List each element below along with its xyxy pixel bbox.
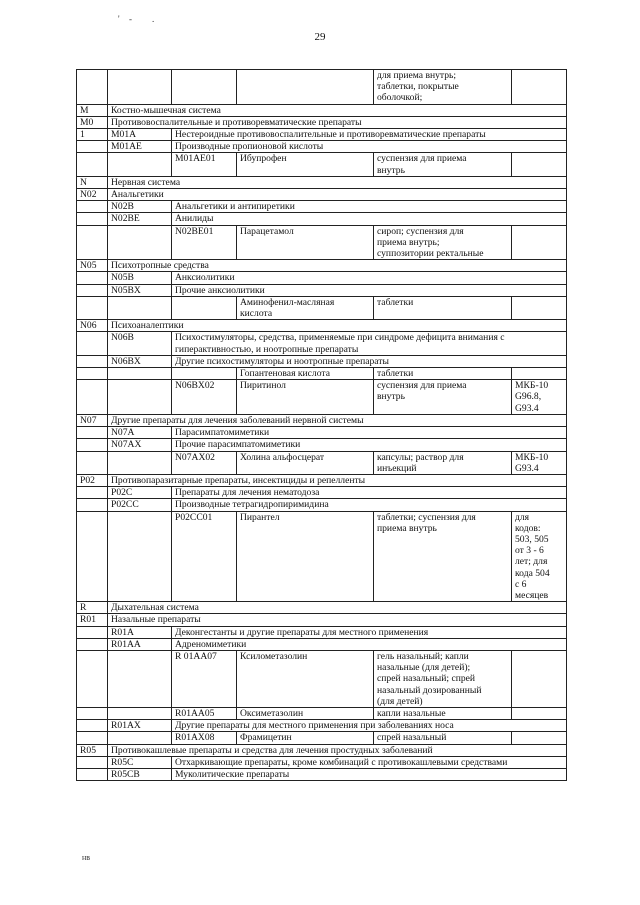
table-cell: МКБ-10 G96.8, G93.4 <box>512 380 567 415</box>
table-row <box>77 626 567 638</box>
table-cell <box>108 296 172 319</box>
table-row <box>77 756 567 768</box>
table-cell <box>108 511 172 602</box>
table-cell: P02 <box>77 474 108 486</box>
table-cell <box>77 707 108 719</box>
table-cell: N06BX02 <box>172 380 237 415</box>
table-cell: Противокашлевые препараты и средства для лечения простудных заболеваний <box>108 744 567 756</box>
table-cell <box>172 70 237 105</box>
table-cell <box>108 153 172 176</box>
table-row <box>77 284 567 296</box>
table-cell <box>77 439 108 451</box>
table-row <box>77 720 567 732</box>
table-cell <box>108 368 172 380</box>
table-cell <box>108 225 172 260</box>
table-cell: МКБ-10 G93.4 <box>512 451 567 474</box>
table-cell <box>512 650 567 707</box>
table-cell: R01AA <box>108 638 172 650</box>
table-cell <box>108 732 172 744</box>
table-cell: Другие психостимуляторы и ноотропные препараты <box>172 355 567 367</box>
table-row <box>77 732 567 744</box>
table-cell: N06B <box>108 332 172 355</box>
table-cell <box>77 768 108 780</box>
table-cell: Анальгетики <box>108 189 567 201</box>
table-cell: Отхаркивающие препараты, кроме комбинаций с противокашлевыми средствами <box>172 756 567 768</box>
table-row <box>77 368 567 380</box>
table-cell: N06BX <box>108 355 172 367</box>
table-cell: Нервная система <box>108 176 567 188</box>
table-cell <box>172 368 237 380</box>
table-cell: Психостимуляторы, средства, применяемые при синдроме дефицита внимания с гиперактивностью, и ноотропные препараты <box>172 332 567 355</box>
table-cell: M01AE <box>108 141 172 153</box>
table-cell: R05 <box>77 744 108 756</box>
table-cell <box>77 272 108 284</box>
table-cell <box>108 451 172 474</box>
table-cell: Ибупрофен <box>237 153 374 176</box>
table-cell: Анальгетики и антипиретики <box>172 201 567 213</box>
table-cell <box>77 451 108 474</box>
table-cell: сироп; суспензия для приема внутрь; суппозитории ректальные <box>374 225 512 260</box>
table-cell: N02BE <box>108 213 172 225</box>
table-cell: Прочие анксиолитики <box>172 284 567 296</box>
table-cell: R01 <box>77 614 108 626</box>
table-cell: Парацетамол <box>237 225 374 260</box>
table-cell <box>172 296 237 319</box>
table-row <box>77 296 567 319</box>
table-cell: Аминофенил-масляная кислота <box>237 296 374 319</box>
scan-mark: . <box>152 14 155 24</box>
table-cell <box>77 201 108 213</box>
table-cell <box>77 427 108 439</box>
table-cell <box>77 225 108 260</box>
table-row <box>77 70 567 105</box>
table-cell <box>77 355 108 367</box>
table-cell: Холина альфосцерат <box>237 451 374 474</box>
table-cell: Пирантел <box>237 511 374 602</box>
table-row <box>77 414 567 426</box>
table-cell <box>77 511 108 602</box>
table-cell: M <box>77 104 108 116</box>
table-cell <box>77 650 108 707</box>
table-cell: Парасимпатомиметики <box>172 427 567 439</box>
table-row <box>77 768 567 780</box>
table-cell <box>512 70 567 105</box>
table-cell: Пиритинол <box>237 380 374 415</box>
table-cell: суспензия для приема внутрь <box>374 153 512 176</box>
table-row <box>77 332 567 355</box>
table-cell <box>108 70 172 105</box>
table-cell <box>77 732 108 744</box>
table-cell: Деконгестанты и другие препараты для местного применения <box>172 626 567 638</box>
table-row <box>77 638 567 650</box>
table-body <box>77 70 567 781</box>
table-row <box>77 189 567 201</box>
table-row <box>77 272 567 284</box>
table-row <box>77 602 567 614</box>
table-cell: N <box>77 176 108 188</box>
table-cell <box>512 296 567 319</box>
table-cell: Противопаразитарные препараты, инсектициды и репелленты <box>108 474 567 486</box>
table-cell: N07AX <box>108 439 172 451</box>
table-row <box>77 129 567 141</box>
table-cell: R01A <box>108 626 172 638</box>
table-cell: Психотропные средства <box>108 260 567 272</box>
table-cell: P02C <box>108 487 172 499</box>
table-cell: M01A <box>108 129 172 141</box>
table-cell <box>77 499 108 511</box>
table-cell: N05 <box>77 260 108 272</box>
table-cell: Анксиолитики <box>172 272 567 284</box>
table-row <box>77 474 567 486</box>
table-row <box>77 487 567 499</box>
table-cell: Оксиметазолин <box>237 707 374 719</box>
table-cell: N07 <box>77 414 108 426</box>
table-cell <box>77 380 108 415</box>
table-cell: N07A <box>108 427 172 439</box>
table-cell <box>108 707 172 719</box>
table-cell <box>77 638 108 650</box>
table-cell: Назальные препараты <box>108 614 567 626</box>
table-row <box>77 380 567 415</box>
table-cell: гель назальный; капли назальные (для детей); спрей назальный; спрей назальный дозированный (для детей) <box>374 650 512 707</box>
table-cell: R01AX <box>108 720 172 732</box>
table-row <box>77 213 567 225</box>
table-cell: Другие препараты для лечения заболеваний нервной системы <box>108 414 567 426</box>
table-cell: N02BE01 <box>172 225 237 260</box>
table-row <box>77 451 567 474</box>
table-cell <box>77 626 108 638</box>
scan-mark: ' <box>118 14 120 24</box>
table-cell: Препараты для лечения нематодоза <box>172 487 567 499</box>
table-cell: для приема внутрь; таблетки, покрытые оболочкой; <box>374 70 512 105</box>
table-cell <box>77 153 108 176</box>
table-cell <box>77 296 108 319</box>
table-cell: спрей назальный <box>374 732 512 744</box>
table-cell: P02CC <box>108 499 172 511</box>
table-cell <box>77 284 108 296</box>
table-cell: R01AX08 <box>172 732 237 744</box>
table-cell: Муколитические препараты <box>172 768 567 780</box>
table-row <box>77 153 567 176</box>
table-cell <box>77 756 108 768</box>
table-cell <box>108 380 172 415</box>
table-cell: Противовоспалительные и противоревматические препараты <box>108 116 567 128</box>
table-cell: капли назальные <box>374 707 512 719</box>
table-cell: 1 <box>77 129 108 141</box>
table-row <box>77 511 567 602</box>
table-cell <box>77 70 108 105</box>
table-cell: N02 <box>77 189 108 201</box>
table-cell: Анилиды <box>172 213 567 225</box>
table-row <box>77 104 567 116</box>
table-cell: R05C <box>108 756 172 768</box>
table-cell <box>108 650 172 707</box>
table-cell <box>512 368 567 380</box>
footer-note: нв <box>82 853 91 862</box>
table-row <box>77 141 567 153</box>
table-cell: N05B <box>108 272 172 284</box>
table-cell: суспензия для приема внутрь <box>374 380 512 415</box>
table-row <box>77 176 567 188</box>
table-cell <box>237 70 374 105</box>
table-cell <box>512 153 567 176</box>
table-cell: Фрамицетин <box>237 732 374 744</box>
table-cell <box>77 368 108 380</box>
table-cell <box>77 487 108 499</box>
table-cell: Гопантеновая кислота <box>237 368 374 380</box>
table-cell <box>77 213 108 225</box>
table-row <box>77 260 567 272</box>
table-cell: таблетки; суспензия для приема внутрь <box>374 511 512 602</box>
table-cell: R 01AA07 <box>172 650 237 707</box>
table-cell: Ксилометазолин <box>237 650 374 707</box>
table-cell: N05BX <box>108 284 172 296</box>
table-cell: Производные пропионовой кислоты <box>172 141 567 153</box>
table-row <box>77 650 567 707</box>
table-row <box>77 614 567 626</box>
table-cell: Производные тетрагидропиримидина <box>172 499 567 511</box>
table-cell: для кодов: 503, 505 от 3 - 6 лет; для кода 504 с 6 месяцев <box>512 511 567 602</box>
table-row <box>77 707 567 719</box>
table-row <box>77 201 567 213</box>
table-row <box>77 116 567 128</box>
table-cell: таблетки <box>374 368 512 380</box>
table-row <box>77 439 567 451</box>
table-cell <box>77 141 108 153</box>
table-cell: N07AX02 <box>172 451 237 474</box>
table-cell: P02CC01 <box>172 511 237 602</box>
table-cell: Нестероидные противовоспалительные и противоревматические препараты <box>172 129 567 141</box>
page-number: 29 <box>314 31 326 43</box>
table-cell <box>512 707 567 719</box>
table-cell: R <box>77 602 108 614</box>
medicines-table <box>76 69 567 781</box>
table-cell: M0 <box>77 116 108 128</box>
table-row <box>77 427 567 439</box>
table-cell: таблетки <box>374 296 512 319</box>
table-cell: R01AA05 <box>172 707 237 719</box>
table-cell <box>77 332 108 355</box>
table-cell: капсулы; раствор для инъекций <box>374 451 512 474</box>
table-cell: Другие препараты для местного применения при заболеваниях носа <box>172 720 567 732</box>
scan-mark: - <box>129 14 132 24</box>
table-cell: Психоаналептики <box>108 320 567 332</box>
table-row <box>77 225 567 260</box>
table-row <box>77 744 567 756</box>
table-row <box>77 320 567 332</box>
table-row <box>77 499 567 511</box>
table-cell: Костно-мышечная система <box>108 104 567 116</box>
table-cell: Дыхательная система <box>108 602 567 614</box>
table-cell: M01AE01 <box>172 153 237 176</box>
table-cell: R05CB <box>108 768 172 780</box>
table-cell <box>512 225 567 260</box>
table-cell <box>77 720 108 732</box>
table-cell: Адреномиметики <box>172 638 567 650</box>
table-row <box>77 355 567 367</box>
table-cell <box>512 732 567 744</box>
table-cell: N02B <box>108 201 172 213</box>
table-cell: Прочие парасимпатомиметики <box>172 439 567 451</box>
table-cell: N06 <box>77 320 108 332</box>
